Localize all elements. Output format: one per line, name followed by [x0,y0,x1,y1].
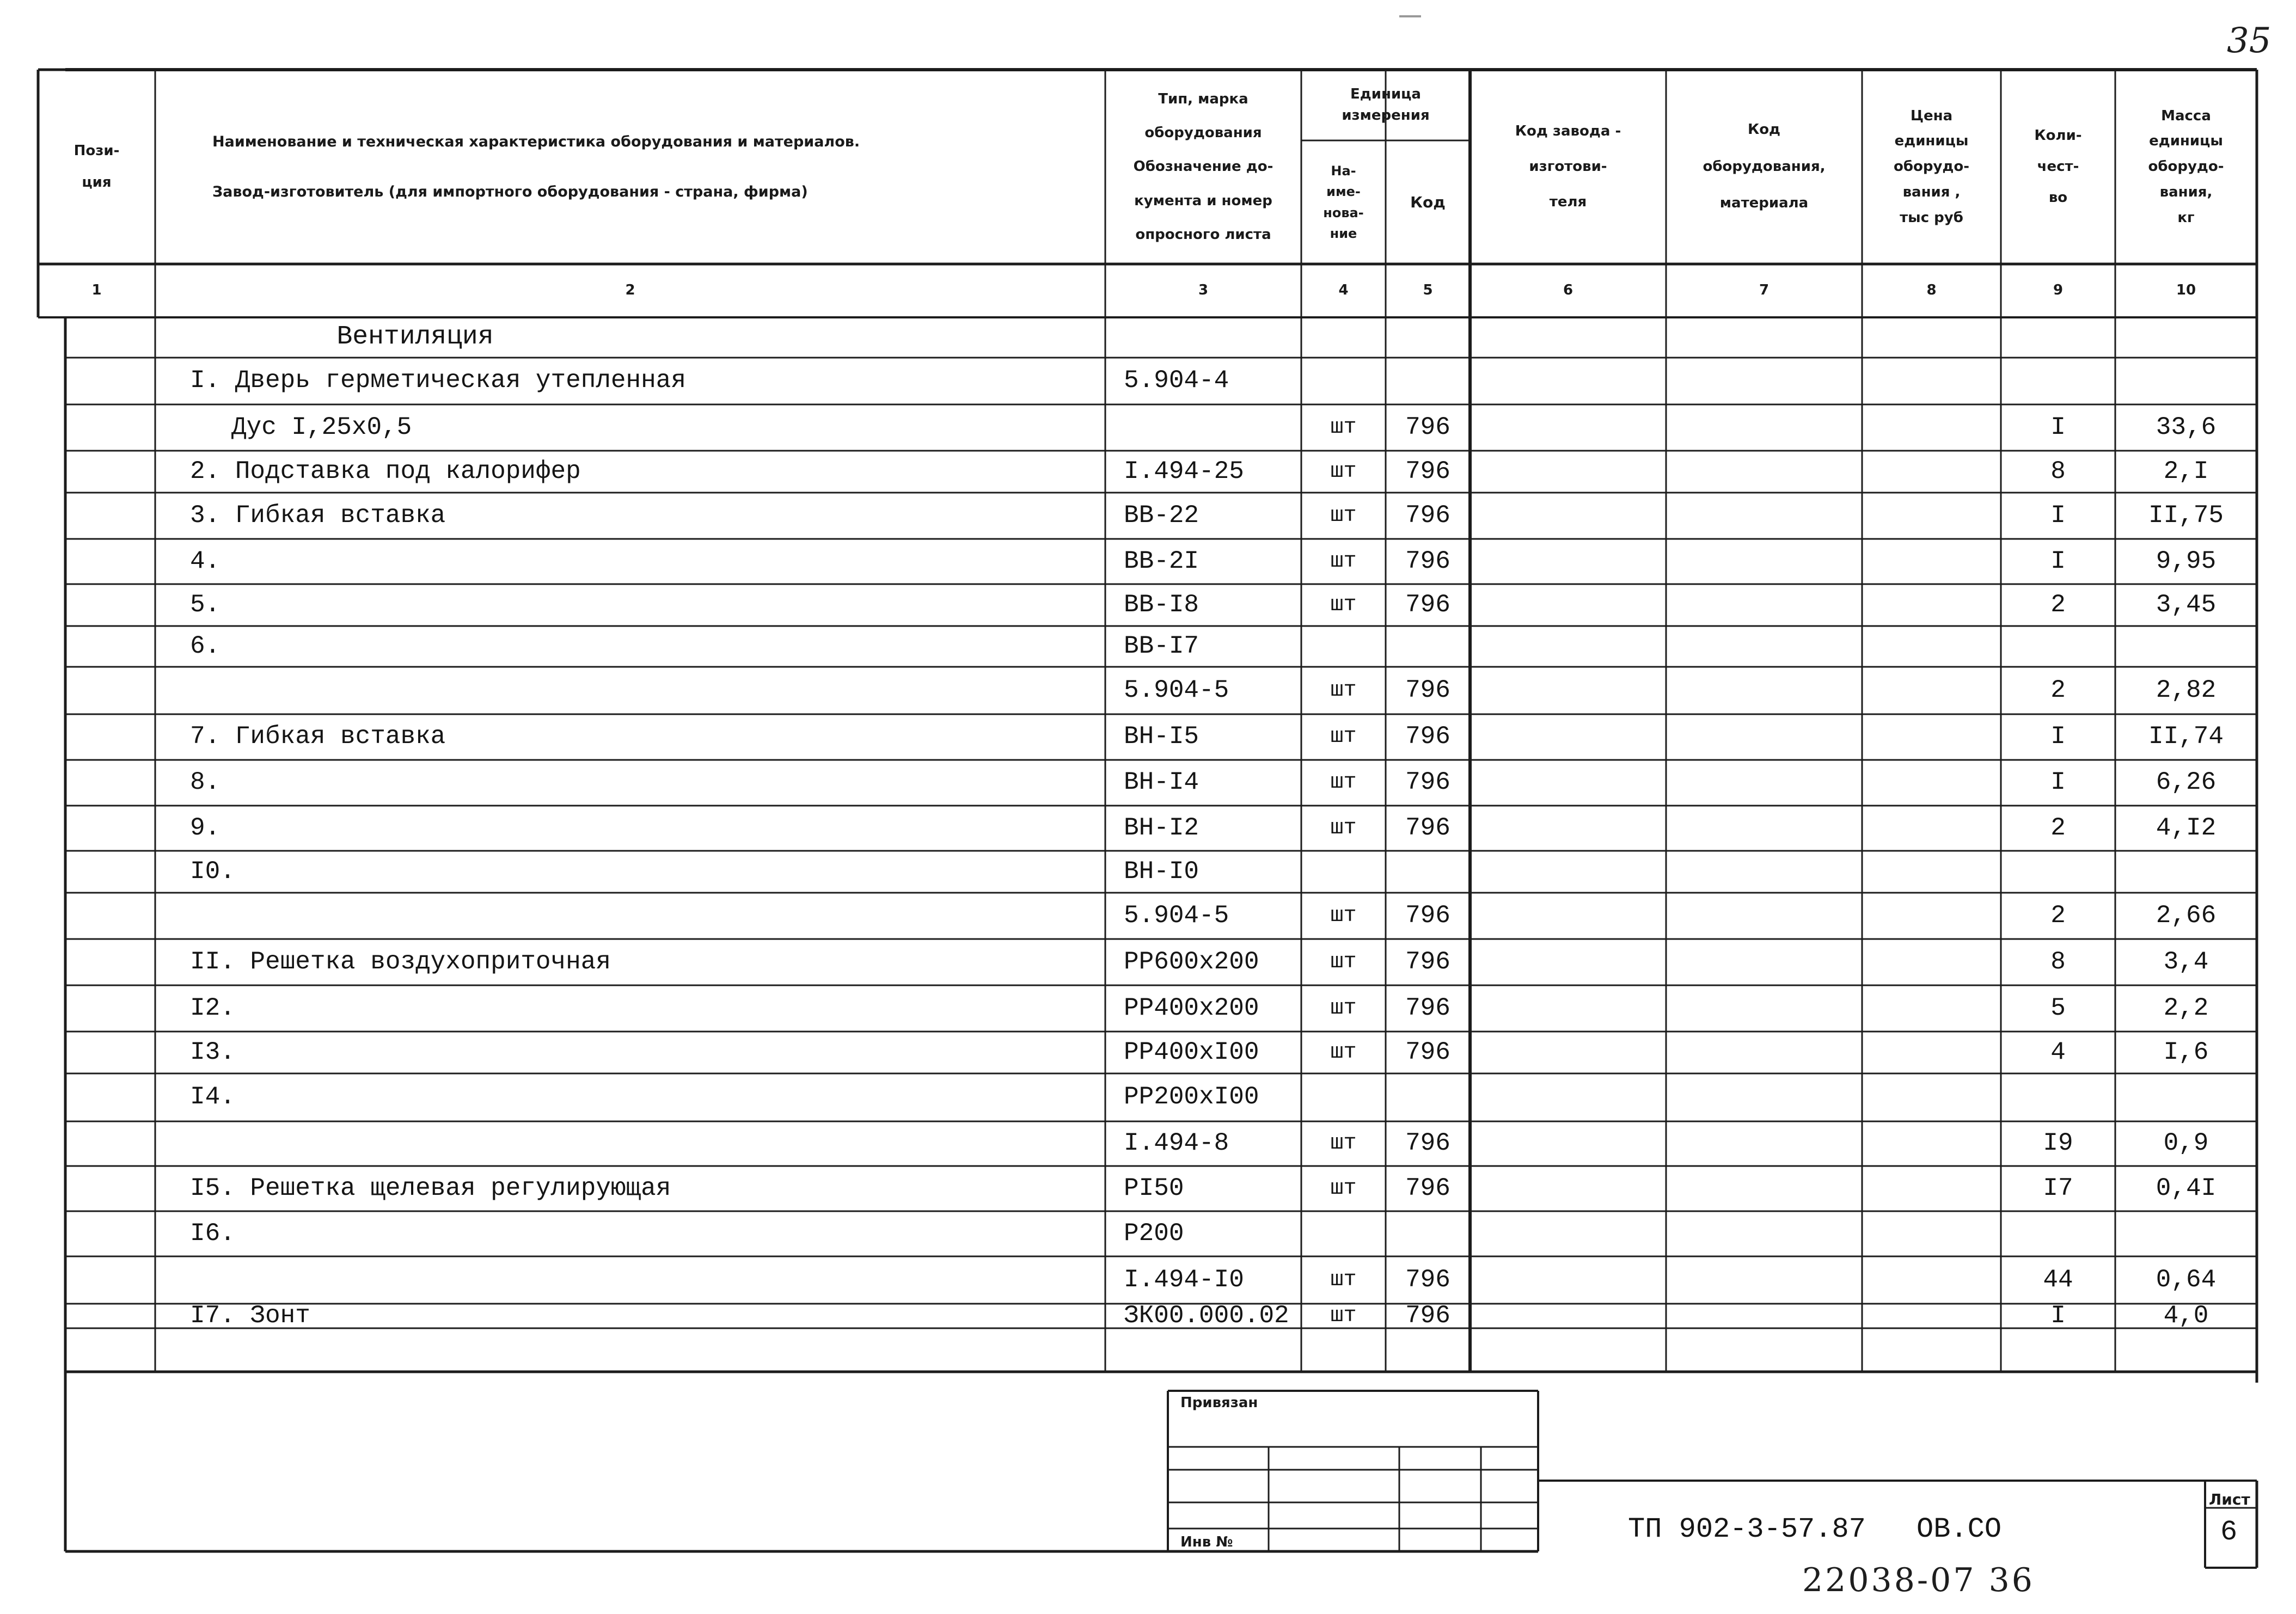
row-unit-code: 796 [1405,413,1450,441]
row-unit-code: 796 [1405,1129,1450,1158]
row-unit-code: 796 [1405,1174,1450,1202]
row-name: I7. Зонт [190,1301,310,1330]
header-unit-group: Единица измерения [1342,86,1430,124]
row-type: ВН-I2 [1124,813,1199,842]
row-unit-code: 796 [1405,590,1450,619]
row-unit: шт [1330,996,1357,1021]
row-name: 5. [190,590,221,619]
row-mass: 4,0 [2163,1301,2209,1330]
row-name: 6. [190,631,221,660]
row-unit [1301,1211,1386,1256]
row-type: ВН-I4 [1124,768,1199,797]
row-unit-code [1386,358,1470,404]
row-type: РР200хI00 [1124,1083,1259,1112]
row-name: II. Решетка воздухоприточная [190,947,611,976]
row-name: I6. [190,1219,235,1248]
row-type: РР400хI00 [1124,1038,1259,1066]
row-type: I.494-8 [1124,1129,1229,1158]
row-mass: II,74 [2148,722,2224,751]
row-unit: шт [1330,1040,1357,1065]
column-number: 7 [1759,282,1770,299]
row-unit: шт [1330,1303,1357,1328]
row-name: I2. [190,993,235,1022]
row-unit-code [1386,626,1470,667]
row-type: I.494-I0 [1124,1265,1244,1294]
stamp-inv: Инв № [1180,1534,1233,1550]
column-number: 1 [91,282,102,299]
row-quantity: I [2050,501,2066,530]
row-unit: шт [1330,678,1357,703]
row-type: ВВ-I7 [1124,631,1199,660]
header-quantity: Коли- чест- во [2034,127,2082,206]
row-quantity: 2 [2050,813,2066,842]
row-quantity: 4 [2050,1038,2066,1066]
row-quantity: 2 [2050,590,2066,619]
row-name: I. Дверь герметическая утепленная [190,366,686,395]
row-mass [2115,358,2257,404]
row-mass: 3,45 [2156,590,2217,619]
row-unit-code: 796 [1405,1301,1450,1330]
row-unit-code: 796 [1405,1265,1450,1294]
row-type: Р200 [1124,1219,1184,1248]
row-unit: шт [1330,549,1357,574]
row-name [155,1121,1105,1166]
row-mass: 0,9 [2163,1129,2209,1158]
row-unit-code: 796 [1405,722,1450,751]
row-quantity: 2 [2050,901,2066,930]
row-name: I0. [190,857,235,886]
row-type: I.494-25 [1124,457,1244,486]
header-position: Пози- ция [74,143,120,191]
row-name [155,1328,1105,1372]
row-unit-code: 796 [1405,901,1450,930]
column-number: 9 [2053,282,2064,299]
header-price: Цена единицы оборудо- вания , тыс руб [1893,107,1970,226]
row-unit-code [1386,1328,1470,1372]
row-type: ВВ-2I [1124,547,1199,575]
row-type: ВВ-22 [1124,501,1199,530]
section-title: Вентиляция [336,322,494,352]
row-name: I4. [190,1083,235,1112]
row-type: 5.904-4 [1124,366,1229,395]
row-type: ВН-I0 [1124,857,1199,886]
row-mass: 33,6 [2156,413,2217,441]
column-number: 8 [1926,282,1937,299]
sheet-number: 6 [2220,1516,2238,1548]
row-name: 8. [190,768,221,797]
column-number: 5 [1423,282,1433,299]
row-quantity: 8 [2050,457,2066,486]
row-unit [1301,1328,1386,1372]
row-unit: шт [1330,1131,1357,1156]
row-quantity: 44 [2043,1265,2073,1294]
row-unit-code [1386,1211,1470,1256]
row-type: ВВ-I8 [1124,590,1199,619]
row-quantity: I [2050,413,2066,441]
row-mass: 3,4 [2163,947,2209,976]
row-mass: 2,2 [2163,993,2209,1022]
header-unit-name: На- име- нова- ние [1323,163,1364,241]
stamp-privyazan: Привязан [1180,1395,1258,1411]
row-unit-code [1386,1073,1470,1121]
row-quantity [2001,358,2115,404]
row-type: 5.904-5 [1124,676,1229,704]
row-quantity [2001,1211,2115,1256]
row-quantity: I [2050,1301,2066,1330]
row-unit: шт [1330,503,1357,528]
column-number: 3 [1198,282,1209,299]
row-mass: 2,82 [2156,676,2217,704]
column-number: 10 [2176,282,2196,299]
row-name [155,667,1105,714]
column-number: 4 [1338,282,1349,299]
row-mass [2115,1211,2257,1256]
row-unit [1301,851,1386,893]
row-mass: 4,I2 [2156,813,2217,842]
row-unit: шт [1330,1176,1357,1201]
row-unit: шт [1330,903,1357,928]
row-unit-code: 796 [1405,676,1450,704]
row-name: 2. Подставка под калорифер [190,457,581,486]
row-mass [2115,1328,2257,1372]
row-unit: шт [1330,770,1357,795]
row-name: Дус I,25х0,5 [231,413,412,441]
row-quantity: 2 [2050,676,2066,704]
row-quantity: 8 [2050,947,2066,976]
row-unit-code [1386,851,1470,893]
header-name: Наименование и техническая характеристика оборудования и материалов. Завод-изготовитель (для импортного оборудования - страна, фирма) [212,133,860,200]
top-mark [1399,15,1421,17]
row-mass: 6,26 [2156,768,2217,797]
row-mass [2115,626,2257,667]
header-type: Тип, марка оборудования Обозначение до- кумента и номер опросного листа [1133,90,1273,243]
row-quantity: I [2050,768,2066,797]
row-type: РI50 [1124,1174,1184,1202]
row-unit: шт [1330,725,1357,749]
row-mass: 0,4I [2156,1174,2217,1202]
row-name: 3. Гибкая вставка [190,501,446,530]
row-type: РР400х200 [1124,993,1259,1022]
row-unit-code: 796 [1405,501,1450,530]
bottom-number: 22038-07 36 [1802,1561,2035,1599]
row-name: 4. [190,547,221,575]
page-number: 35 [2227,21,2271,61]
doc-code: ТП 902-3-57.87 [1628,1513,1866,1545]
row-mass: 2,66 [2156,901,2217,930]
header-plant-code: Код завода - изготови- теля [1515,123,1621,210]
row-mass: II,75 [2148,501,2224,530]
row-quantity: I [2050,547,2066,575]
row-mass: I,6 [2163,1038,2209,1066]
row-unit: шт [1330,592,1357,617]
row-unit-code: 796 [1405,547,1450,575]
row-unit-code: 796 [1405,813,1450,842]
row-name [155,893,1105,939]
row-unit: шт [1330,815,1357,840]
header-unit-code: Код [1410,193,1446,211]
row-quantity: I7 [2043,1174,2073,1202]
row-unit-code: 796 [1405,457,1450,486]
row-unit-code: 796 [1405,993,1450,1022]
row-unit: шт [1330,949,1357,974]
row-unit [1301,358,1386,404]
row-unit: шт [1330,415,1357,440]
row-quantity [2001,1328,2115,1372]
row-mass: 9,95 [2156,547,2217,575]
row-unit: шт [1330,459,1357,484]
row-type: ВН-I5 [1124,722,1199,751]
sheet-label: Лист [2209,1490,2250,1508]
row-unit [1301,626,1386,667]
column-number: 2 [625,282,635,299]
row-quantity [2001,851,2115,893]
row-type: РР600х200 [1124,947,1259,976]
row-name [155,1256,1105,1304]
row-unit-code: 796 [1405,1038,1450,1066]
row-unit-code: 796 [1405,947,1450,976]
row-type [1105,404,1301,451]
header-equipment-code: Код оборудования, материала [1703,121,1826,212]
row-quantity: 5 [2050,993,2066,1022]
row-name: 9. [190,813,221,842]
row-name: 7. Гибкая вставка [190,722,446,751]
row-name: I3. [190,1038,235,1066]
row-mass [2115,1073,2257,1121]
row-unit [1301,1073,1386,1121]
row-unit: шт [1330,1267,1357,1292]
row-name: I5. Решетка щелевая регулирующая [190,1174,671,1202]
column-number: 6 [1563,282,1573,299]
row-type [1105,1328,1301,1372]
row-quantity [2001,1073,2115,1121]
header-mass: Масса единицы оборудо- вания, кг [2148,107,2224,226]
row-type: ЗК00.000.02 [1124,1301,1289,1330]
row-quantity: I [2050,722,2066,751]
row-type: 5.904-5 [1124,901,1229,930]
row-mass: 0,64 [2156,1265,2217,1294]
row-unit-code: 796 [1405,768,1450,797]
row-quantity: I9 [2043,1129,2073,1158]
row-mass [2115,851,2257,893]
doc-suffix: ОВ.СО [1917,1513,2002,1545]
row-mass: 2,I [2163,457,2209,486]
row-quantity [2001,626,2115,667]
